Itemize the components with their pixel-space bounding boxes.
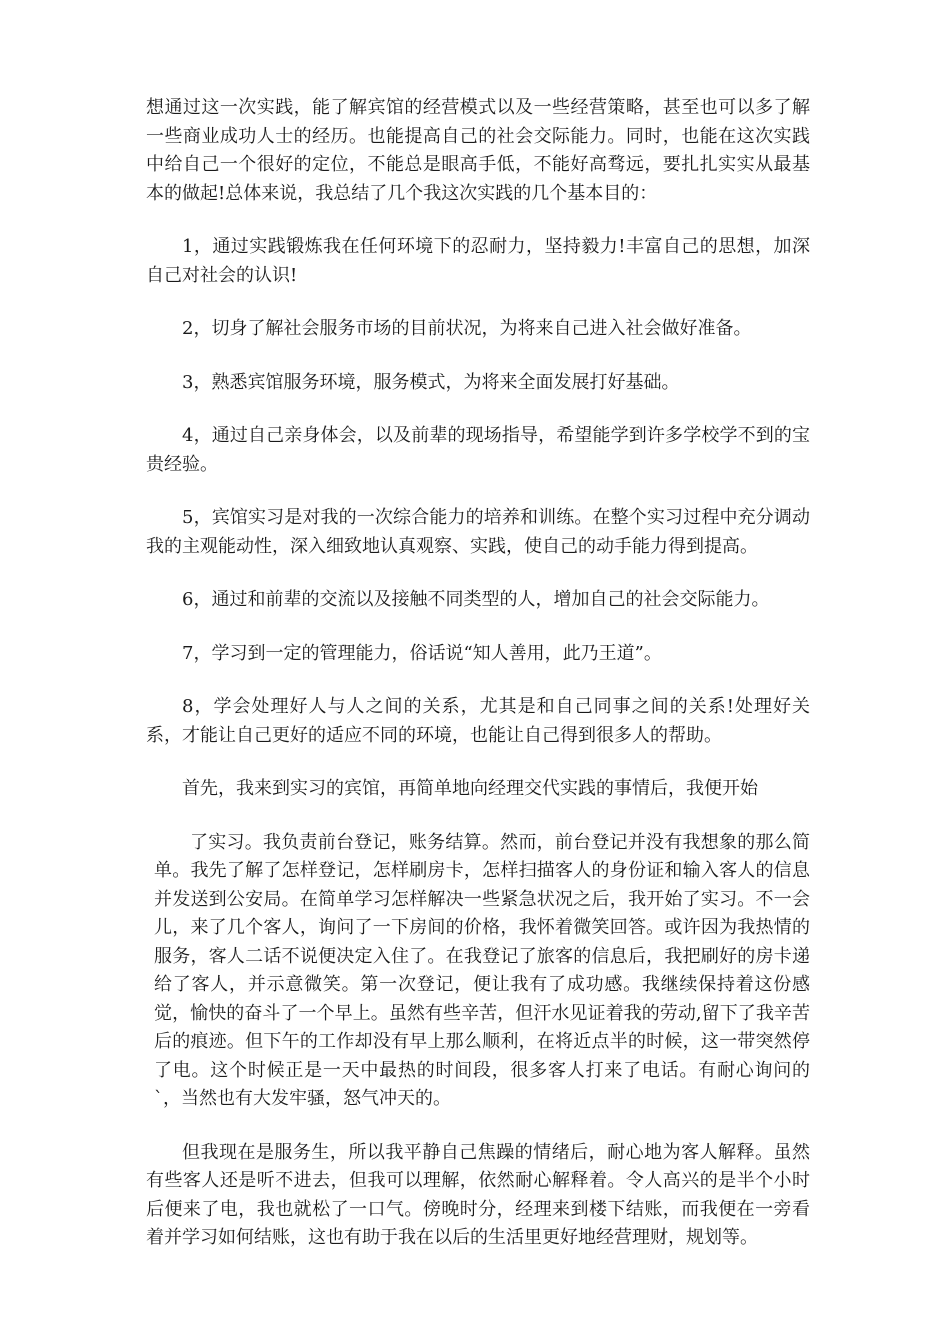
paragraph-first-day-body: 了实习。我负责前台登记，账务结算。然而，前台登记并没有我想象的那么简单。我先了解了怎样登记，怎样刷房卡，怎样扫描客人的身份证和输入客人的信息并发送到公安局。在简单学习怎样解决一些紧急状况之后，我开始了实习。不一会儿，来了几个客人，询问了一下房间的价格，我怀着微笑回答。或许因为我热情的服务，客人二话不说便决定入住了。在我登记了旅客的信息后，我把刷好的房卡递给了客人，并示意微笑。第一次登记，便让我有了成功感。我继续保持着这份感觉，愉快的奋斗了一个早上。虽然有些辛苦，但汗水见证着我的劳动,留下了我辛苦后的痕迹。但下午的工作却没有早上那么顺利，在将近点半的时候，这一带突然停了电。这个时候正是一天中最热的时间段，很多客人打来了电话。有耐心询问的`，当然也有大发牢骚，怒气冲天的。 [154,831,810,1109]
paragraph-goal-1: 1，通过实践锻炼我在任何环境下的忍耐力，坚持毅力!丰富自己的思想，加深自己对社会的认识! [146,236,810,286]
paragraph-gap [146,750,810,775]
paragraph-goal-8: 8，学会处理好人与人之间的关系，尤其是和自己同事之间的关系!处理好关系，才能让自己更好的适应不同的环境，也能让自己得到很多人的帮助。 [146,696,810,746]
paragraph-goal-5: 5，宾馆实习是对我的一次综合能力的培养和训练。在整个实习过程中充分调动我的主观能动性，深入细致地认真观察、实践，使自己的动手能力得到提高。 [146,507,810,557]
paragraph-first-day-start: 首先，我来到实习的宾馆，再简单地向经理交代实践的事情后，我便开始 [182,778,758,799]
paragraph-gap [146,668,810,693]
paragraph-goal-4: 4，通过自己亲身体会，以及前辈的现场指导，希望能学到许多学校学不到的宝贵经验。 [146,425,810,475]
paragraph-gap [146,615,810,640]
paragraph-gap [146,479,810,504]
paragraph-gap [146,208,810,233]
paragraph-gap [146,1114,810,1139]
paragraph-goal-7: 7，学习到一定的管理能力，俗话说“知人善用，此乃王道”。 [182,642,662,664]
paragraph-gap [146,804,810,829]
paragraph-goal-3: 3，熟悉宾馆服务环境，服务模式，为将来全面发展打好基础。 [182,371,680,393]
paragraph-intro: 想通过这一次实践，能了解宾馆的经营模式以及一些经营策略，甚至也可以多了解一些商业成功人士的经历。也能提高自己的社会交际能力。同时，也能在这次实践中给自己一个很好的定位，不能总是眼高手低，不能好高骛远，要扎扎实实从最基本的做起!总体来说，我总结了几个我这次实践的几个基本目的： [146,97,810,204]
paragraph-gap [146,561,810,586]
paragraph-goal-6: 6，通过和前辈的交流以及接触不同类型的人，增加自己的社会交际能力。 [182,589,770,610]
paragraph-gap [146,397,810,422]
paragraph-power-outage: 但我现在是服务生，所以我平静自己焦躁的情绪后，耐心地为客人解释。虽然有些客人还是听不进去，但我可以理解，依然耐心解释着。令人高兴的是半个小时后便来了电，我也就松了一口气。傍晚时分，经理来到楼下结账，而我便在一旁看着并学习如何结账，这也有助于我在以后的生活里更好地经营理财，规划等。 [146,1141,810,1248]
paragraph-goal-2: 2，切身了解社会服务市场的目前状况，为将来自己进入社会做好准备。 [182,318,752,339]
paragraph-gap [146,290,810,315]
document-page [146,94,810,1253]
paragraph-gap [146,344,810,369]
